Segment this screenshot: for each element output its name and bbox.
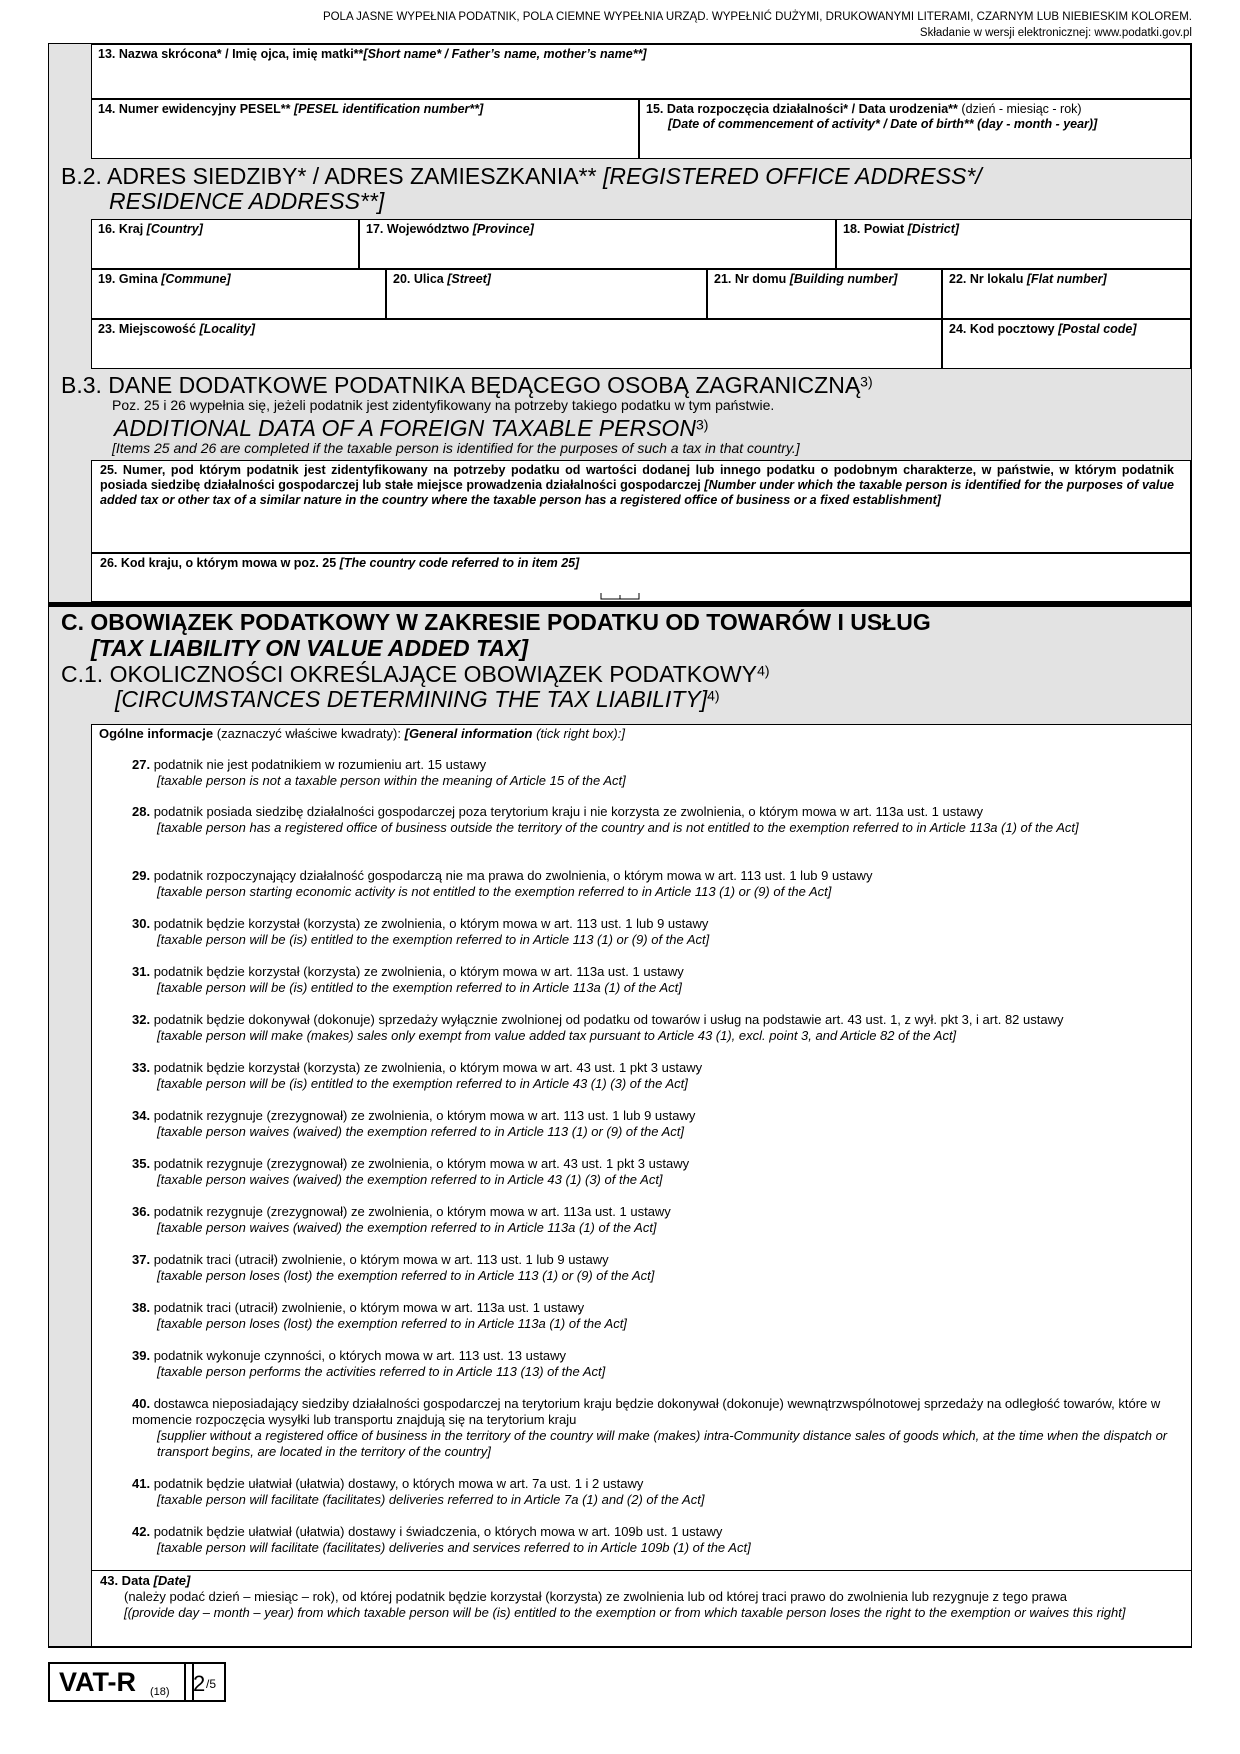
option-37[interactable]: 37. podatnik traci (utracił) zwolnienie, o którym mowa w art. 113 ust. 1 lub 9 ustawy [taxable person loses (lost) the exemption referred to in Article 113 (1) or (9) of the Act] xyxy=(132,1252,655,1283)
field-13[interactable]: 13. Nazwa skrócona* / Imię ojca, imię matki**[Short name* / Father’s name, mother’s name**] xyxy=(91,44,1191,99)
page-total: /5 xyxy=(206,1677,217,1691)
option-34[interactable]: 34. podatnik rezygnuje (zrezygnował) ze zwolnienia, o którym mowa w art. 113 ust. 1 lub 9 ustawy [taxable person waives (waived) the exemption referred to in Article 113 (1) or (9) of the Act] xyxy=(132,1108,696,1139)
option-40[interactable]: 40. dostawca nieposiadający siedziby działalności gospodarczej na terytorium kraju będzie dokonywał (dokonuje) wewnątrzwspólnotowej sprzedaży na odległość towarów, które w momencie rozpoczęcia wysyłki lub transportu znajdują się na terytorium kraju [supplier without a registered office of business in the territory of the country will make (makes) intra-Community distance sales of goods which, at the time when the dispatch or transport begins, are located in the territory of the country] xyxy=(132,1396,1168,1459)
option-33[interactable]: 33. podatnik będzie korzystał (korzysta) ze zwolnienia, o którym mowa w art. 43 ust. 1 pkt 3 ustawy [taxable person will be (is) entitled to the exemption referred to in Article 43 (1) (3) of the Act] xyxy=(132,1060,703,1091)
form-code: VAT-R xyxy=(59,1667,136,1697)
field-15-date[interactable]: 15. Data rozpoczęcia działalności* / Data urodzenia** (dzień - miesiąc - rok) [Date of commencement of activity* / Date of birth** (day - month - year)] xyxy=(639,99,1191,159)
electronic-submission-note: Składanie w wersji elektronicznej: www.podatki.gov.pl xyxy=(919,27,1192,39)
form-instruction: POLA JASNE WYPEŁNIA PODATNIK, POLA CIEMNE WYPEŁNIA URZĄD. WYPEŁNIĆ DUŻYMI, DRUKOWANYMI LITERAMI, CZARNYM LUB NIEBIESKIM KOLOREM. xyxy=(322,11,1192,23)
option-36[interactable]: 36. podatnik rezygnuje (zrezygnował) ze zwolnienia, o którym mowa w art. 113a ust. 1 ustawy [taxable person waives (waived) the exemption referred to in Article 113a (1) of the Act] xyxy=(132,1204,671,1235)
option-27[interactable]: 27. podatnik nie jest podatnikiem w rozumieniu art. 15 ustawy [taxable person is not a taxable person within the meaning of Article 15 of the Act] xyxy=(132,757,626,788)
page-number: 2 xyxy=(193,1671,206,1696)
option-41[interactable]: 41. podatnik będzie ułatwiał (ułatwia) dostawy, o których mowa w art. 7a ust. 1 i 2 ustawy [taxable person will facilitate (facilitates) deliveries referred to in Article 7a (1) and (2) of the Act] xyxy=(132,1476,705,1507)
option-28[interactable]: 28. podatnik posiada siedzibę działalności gospodarczej poza terytorium kraju i nie korzysta ze zwolnienia, o którym mowa w art. 113a ust. 1 ustawy [taxable person has a registered office of business outside the territory of the country and is not entitled to the exemption referred to in Article 113a (1) of the Act] xyxy=(132,804,1079,835)
field-24-postal[interactable]: 24. Kod pocztowy [Postal code] xyxy=(942,319,1191,369)
section-c-divider-2 xyxy=(49,604,1191,607)
section-c1-title: C.1. OKOLICZNOŚCI OKREŚLAJĄCE OBOWIĄZEK PODATKOWY$^{4)}$ [CIRCUMSTANCES DETERMINING THE TAX LIABILITY]$^{4)}$ xyxy=(61,661,770,712)
country-code-boxes xyxy=(600,591,640,601)
section-b3-title-en: ADDITIONAL DATA OF A FOREIGN TAXABLE PERSON$^{3)}$ xyxy=(114,415,709,441)
option-30[interactable]: 30. podatnik będzie korzystał (korzysta) ze zwolnienia, o którym mowa w art. 113 ust. 1 lub 9 ustawy [taxable person will be (is) entitled to the exemption referred to in Article 113 (1) or (9) of the Act] xyxy=(132,916,710,947)
field-43-date[interactable]: 43. Data [Date] (należy podać dzień – miesiąc – rok), od której podatnik będzie korzystał (korzysta) ze zwolnienia lub od której traci prawo do zwolnienia lub rezygnuje z tego prawa [(provide day – month – year) from which taxable person will be (is) entitled to the exemption or from which taxable person loses the right to the exemption or waives this right] xyxy=(91,1570,1191,1646)
left-margin-strip-c xyxy=(49,724,91,1646)
option-39[interactable]: 39. podatnik wykonuje czynności, o których mowa w art. 113 ust. 13 ustawy [taxable person performs the activities referred to in Article 113 (13) of the Act] xyxy=(132,1348,606,1379)
option-32[interactable]: 32. podatnik będzie dokonywał (dokonuje) sprzedaży wyłącznie zwolnionej od podatku od towarów i usług na podstawie art. 43 ust. 1, z wył. pkt 3, i art. 82 ustawy [taxable person will make (makes) sales only exempt from value added tax pursuant to Article 43 (1), excl. point 3, and Article 82 of the Act] xyxy=(132,1012,1064,1043)
field-25-vat-number[interactable]: 25. Numer, pod którym podatnik jest zidentyfikowany na potrzeby podatku od wartości dodanej lub innego podatku o podobnym charakterze, w państwie, w którym podatnik posiada siedzibę działalności gospodarczej lub stałe miejsce prowadzenia działalności gospodarczej [Number under which the taxable person is identified for the purposes of value added tax or other tax of a similar nature in the country where the taxable person has a registered office of business or a fixed establishment] xyxy=(91,460,1191,553)
left-margin-strip xyxy=(49,44,91,159)
field-22-flat[interactable]: 22. Nr lokalu [Flat number] xyxy=(942,269,1191,319)
section-b2-title: B.2. ADRES SIEDZIBY* / ADRES ZAMIESZKANIA** [REGISTERED OFFICE ADDRESS*/ RESIDENCE ADDRESS**] xyxy=(61,163,982,214)
section-b3-note-en: [Items 25 and 26 are completed if the taxable person is identified for the purposes of such a tax in that country.] xyxy=(112,440,800,456)
field-19-commune[interactable]: 19. Gmina [Commune] xyxy=(91,269,386,319)
section-c-title: C. OBOWIĄZEK PODATKOWY W ZAKRESIE PODATKU OD TOWARÓW I USŁUG [TAX LIABILITY ON VALUE ADDED TAX] xyxy=(61,609,931,661)
form-code-box xyxy=(48,1662,194,1702)
option-38[interactable]: 38. podatnik traci (utracił) zwolnienie, o którym mowa w art. 113a ust. 1 ustawy [taxable person loses (lost) the exemption referred to in Article 113a (1) of the Act] xyxy=(132,1300,627,1331)
general-info-label: Ogólne informacje (zaznaczyć właściwe kwadraty): [General information (tick right box):] xyxy=(99,726,625,741)
option-31[interactable]: 31. podatnik będzie korzystał (korzysta) ze zwolnienia, o którym mowa w art. 113a ust. 1 ustawy [taxable person will be (is) entitled to the exemption referred to in Article 113a (1) of the Act] xyxy=(132,964,684,995)
field-26-country-code[interactable]: 26. Kod kraju, o którym mowa w poz. 25 [The country code referred to in item 25] xyxy=(91,553,1191,602)
option-35[interactable]: 35. podatnik rezygnuje (zrezygnował) ze zwolnienia, o którym mowa w art. 43 ust. 1 pkt 3 ustawy [taxable person waives (waived) the exemption referred to in Article 43 (1) (3) of the Act] xyxy=(132,1156,690,1187)
field-16-country[interactable]: 16. Kraj [Country] xyxy=(91,219,359,269)
field-18-district[interactable]: 18. Powiat [District] xyxy=(836,219,1191,269)
field-20-street[interactable]: 20. Ulica [Street] xyxy=(386,269,707,319)
field-17-province[interactable]: 17. Województwo [Province] xyxy=(359,219,836,269)
field-23-locality[interactable]: 23. Miejscowość [Locality] xyxy=(91,319,942,369)
section-b3-title: B.3. DANE DODATKOWE PODATNIKA BĘDĄCEGO OSOBĄ ZAGRANICZNĄ$^{3)}$ xyxy=(61,372,873,398)
option-29[interactable]: 29. podatnik rozpoczynający działalność gospodarczą nie ma prawa do zwolnienia, o którym mowa w art. 113 ust. 1 lub 9 ustawy [taxable person starting economic activity is not entitled to the exemption referred to in Article 113 (1) or (9) of the Act] xyxy=(132,868,873,899)
field-14-pesel[interactable]: 14. Numer ewidencyjny PESEL** [PESEL identification number**] xyxy=(91,99,639,159)
field-21-building[interactable]: 21. Nr domu [Building number] xyxy=(707,269,942,319)
page-number-box xyxy=(184,1662,226,1702)
option-42[interactable]: 42. podatnik będzie ułatwiał (ułatwia) dostawy i świadczenia, o których mowa w art. 109b ust. 1 ustawy [taxable person will facilitate (facilitates) deliveries and services referred to in Article 109b (1) of the Act] xyxy=(132,1524,751,1555)
form-version: (18) xyxy=(150,1686,170,1698)
section-b3-note: Poz. 25 i 26 wypełnia się, jeżeli podatnik jest zidentyfikowany na potrzeby takiego podatku w tym państwie. xyxy=(112,397,775,413)
